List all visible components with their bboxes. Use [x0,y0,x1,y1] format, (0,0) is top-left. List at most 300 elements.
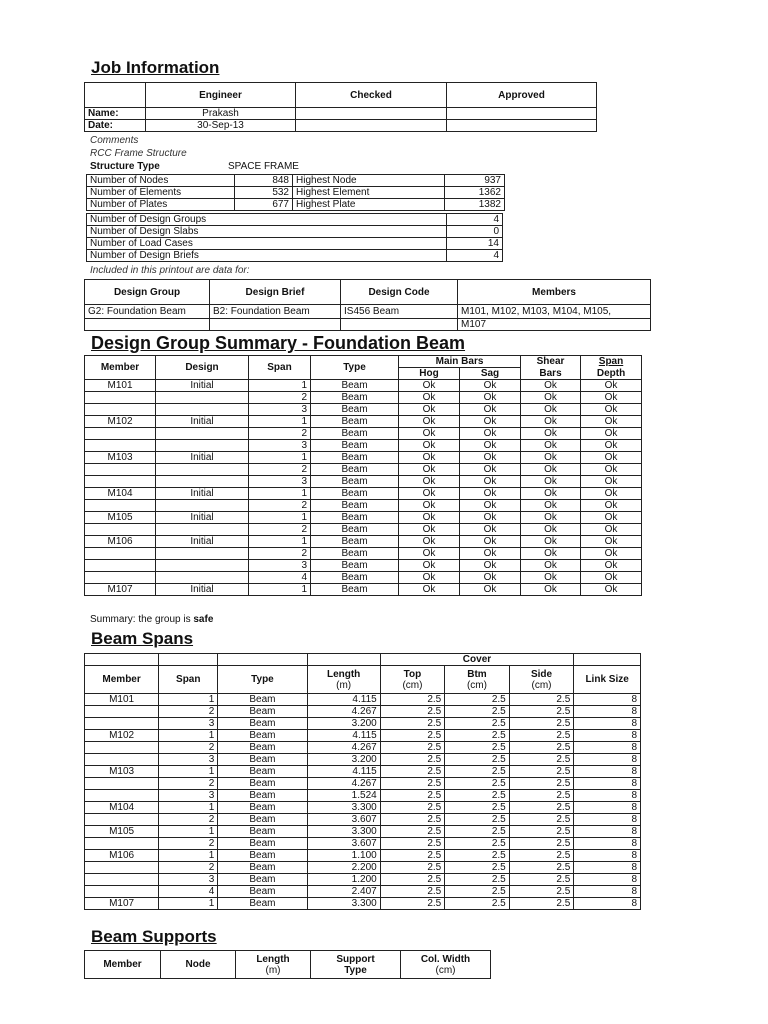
header-depth: Depth [581,368,642,380]
header-support-type [311,951,401,979]
span-cell: 8 [574,862,641,874]
span-cell: 2.5 [445,838,510,850]
span-cell: Beam [218,814,307,826]
header-members: Members [458,280,651,305]
summary-cell: Ok [399,560,460,572]
header-type: Type [311,356,399,380]
span-cell: 1.524 [307,790,380,802]
count-label2: Highest Node [293,175,445,187]
span-cell: 2.5 [445,862,510,874]
summary-cell: Ok [399,572,460,584]
summary-cell: Ok [581,428,642,440]
span-cell: 8 [574,754,641,766]
summary-cell: Ok [581,536,642,548]
design-code-value: IS456 Beam [341,305,458,319]
summary-cell: Ok [399,476,460,488]
summary-cell: M106 [85,536,156,548]
header-length [307,666,380,694]
summary-cell: Ok [460,380,521,392]
span-cell: M106 [85,850,159,862]
span-row [85,766,641,778]
summary-cell: Ok [399,536,460,548]
span-cell: 2 [159,706,218,718]
summary-cell [156,392,249,404]
count-label2: Highest Element [293,187,445,199]
summary-cell [85,404,156,416]
span-cell: Beam [218,766,307,778]
span-cell: 2.5 [509,718,574,730]
header-blank [574,654,641,666]
summary-cell: Ok [521,560,581,572]
header-design-group: Design Group [85,280,210,305]
count-value2: 937 [445,175,505,187]
span-cell: 3 [159,790,218,802]
span-cell: 8 [574,778,641,790]
summary-cell: Beam [311,548,399,560]
summary-cell: Ok [460,488,521,500]
summary-row [85,380,642,392]
summary-cell: Ok [521,452,581,464]
beam-supports-table [84,950,491,979]
count-value2: 1382 [445,199,505,211]
span-cell: 2.5 [509,802,574,814]
span-cell [85,778,159,790]
summary-cell [156,500,249,512]
span-cell: 2.5 [445,850,510,862]
summary-cell [156,464,249,476]
summary-cell: Ok [521,404,581,416]
span-cell: 2.5 [509,706,574,718]
span-cell: 2.5 [445,898,510,910]
span-row [85,898,641,910]
summary-cell: Beam [311,584,399,596]
summary-cell [85,392,156,404]
summary-cell: Ok [581,500,642,512]
summary-cell [85,476,156,488]
span-cell: 2.5 [380,874,445,886]
span-row [85,778,641,790]
header-link-size: Link Size [574,666,641,694]
span-cell: 2.5 [445,802,510,814]
structure-type-value: SPACE FRAME [228,161,299,172]
summary-cell: Beam [311,452,399,464]
span-cell: 2.5 [509,766,574,778]
name-label: Name: [85,108,146,120]
counts-singles-table [86,213,503,262]
summary-cell: Ok [399,524,460,536]
span-cell: M104 [85,802,159,814]
span-cell: Beam [218,850,307,862]
span-row [85,802,641,814]
summary-cell: Beam [311,560,399,572]
summary-cell: Ok [521,524,581,536]
summary-cell: Ok [460,536,521,548]
beam-supports-title: Beam Supports [91,927,217,946]
span-cell: 4.267 [307,778,380,790]
count-label: Number of Design Slabs [87,226,447,238]
summary-cell: Beam [311,500,399,512]
summary-cell: M105 [85,512,156,524]
header-sag: Sag [460,368,521,380]
summary-cell: M102 [85,416,156,428]
summary-cell: Ok [521,572,581,584]
span-cell: 2.5 [380,730,445,742]
count-label: Number of Design Groups [87,214,447,226]
span-cell: 1 [159,826,218,838]
summary-cell: Ok [460,512,521,524]
count-value: 677 [235,199,293,211]
span-cell: 8 [574,730,641,742]
engineer-date: 30-Sep-13 [146,120,296,132]
length-label: Length [326,668,361,680]
summary-cell: Ok [399,428,460,440]
members-value-line1: M101, M102, M103, M104, M105, [458,305,651,319]
summary-cell [85,560,156,572]
span-cell: Beam [218,862,307,874]
count-label: Number of Load Cases [87,238,447,250]
span-cell: 8 [574,766,641,778]
support-label: Support [336,953,375,965]
side-unit: (cm) [531,679,552,691]
summary-cell: 1 [249,452,311,464]
summary-row [85,404,642,416]
span-cell: Beam [218,838,307,850]
summary-cell: Initial [156,512,249,524]
summary-cell: Initial [156,452,249,464]
span-cell [85,838,159,850]
summary-cell: Ok [581,404,642,416]
summary-row [85,560,642,572]
design-brief-value: B2: Foundation Beam [210,305,341,319]
span-cell [85,790,159,802]
summary-cell: M101 [85,380,156,392]
summary-cell: Beam [311,536,399,548]
summary-table [84,355,642,596]
count-label: Number of Plates [87,199,235,211]
span-cell: 2.5 [445,706,510,718]
summary-cell: Ok [460,452,521,464]
span-row [85,718,641,730]
span-cell: 3.300 [307,898,380,910]
span-cell: 2.5 [509,694,574,706]
span-cell: M101 [85,694,159,706]
span-cell [85,862,159,874]
summary-row [85,428,642,440]
span-cell: 2.5 [445,754,510,766]
summary-cell: Ok [460,476,521,488]
count-label2: Highest Plate [293,199,445,211]
span-cell: Beam [218,898,307,910]
span-cell: 3.200 [307,754,380,766]
summary-cell: Beam [311,476,399,488]
span-row [85,742,641,754]
summary-cell: Initial [156,416,249,428]
summary-row [85,488,642,500]
header-span-depth: Span [581,356,642,368]
comments-label: Comments [90,135,139,146]
summary-row [85,452,642,464]
summary-cell [85,548,156,560]
summary-cell: Ok [399,392,460,404]
summary-cell: 2 [249,524,311,536]
header-hog: Hog [399,368,460,380]
span-row [85,694,641,706]
summary-cell: Beam [311,572,399,584]
header-blank [159,654,218,666]
header-approved: Approved [447,83,597,108]
span-cell: 1 [159,850,218,862]
summary-cell: 3 [249,404,311,416]
header-side [509,666,574,694]
span-cell: 3.607 [307,814,380,826]
summary-cell: Ok [399,584,460,596]
job-info-table [84,82,597,132]
span-cell: 2.5 [445,766,510,778]
span-cell: Beam [218,730,307,742]
summary-cell: 2 [249,548,311,560]
summary-cell: Ok [399,488,460,500]
summary-cell [156,524,249,536]
span-cell: 2.5 [445,826,510,838]
span-cell: 1 [159,730,218,742]
design-group-value: G2: Foundation Beam [85,305,210,319]
count-row [87,199,505,211]
span-cell: 8 [574,898,641,910]
summary-cell: Ok [581,524,642,536]
span-cell: 4.115 [307,694,380,706]
span-row [85,790,641,802]
span-cell: 2.5 [380,838,445,850]
header-type: Type [218,666,307,694]
summary-cell: Ok [460,560,521,572]
summary-cell: Ok [521,416,581,428]
summary-cell: Ok [460,428,521,440]
span-cell: 2.5 [509,754,574,766]
summary-cell: Ok [521,380,581,392]
summary-cell [156,560,249,572]
beam-spans-title: Beam Spans [91,629,194,648]
summary-row [85,440,642,452]
span-cell: 4.267 [307,742,380,754]
span-cell: 2 [159,862,218,874]
span-cell: 4.115 [307,766,380,778]
summary-cell: Beam [311,404,399,416]
span-cell: 2.5 [380,826,445,838]
summary-cell: M107 [85,584,156,596]
span-cell: 2.5 [509,850,574,862]
included-note: Included in this printout are data for: [90,265,250,276]
span-cell: Beam [218,802,307,814]
summary-cell: 3 [249,476,311,488]
summary-cell: Ok [521,476,581,488]
summary-cell [85,464,156,476]
engineer-name: Prakash [146,108,296,120]
header-design: Design [156,356,249,380]
length-unit: (m) [336,679,352,691]
span-cell: 2.5 [380,898,445,910]
count-row [87,226,503,238]
summary-cell [85,500,156,512]
span-cell: 3.200 [307,718,380,730]
span-row [85,850,641,862]
summary-cell: Ok [399,440,460,452]
count-row [87,214,503,226]
span-row [85,706,641,718]
summary-cell: Beam [311,524,399,536]
count-label: Number of Nodes [87,175,235,187]
summary-row [85,500,642,512]
span-row [85,886,641,898]
span-cell: 2.5 [380,850,445,862]
summary-cell: Ok [581,584,642,596]
span-cell: 2.5 [445,742,510,754]
span-cell: Beam [218,718,307,730]
span-cell: 2.5 [445,814,510,826]
summary-title: Design Group Summary - Foundation Beam [91,333,466,353]
summary-cell [156,440,249,452]
span-cell: 2.5 [445,790,510,802]
summary-result [90,614,213,625]
comments-text: RCC Frame Structure [90,148,187,159]
span-cell: 2.5 [509,730,574,742]
summary-cell: Beam [311,416,399,428]
header-member: Member [85,951,161,979]
span-cell: 2.5 [380,766,445,778]
span-row [85,754,641,766]
span-cell: 1.100 [307,850,380,862]
summary-cell: 3 [249,560,311,572]
span-cell: 2.5 [509,886,574,898]
count-label: Number of Design Briefs [87,250,447,262]
length-unit: (m) [265,964,281,976]
span-cell: Beam [218,874,307,886]
summary-cell [85,428,156,440]
span-cell: 2.5 [509,898,574,910]
span-cell: 2.5 [445,718,510,730]
span-cell: 2.5 [445,778,510,790]
span-cell: 2.5 [445,730,510,742]
span-cell: 2.407 [307,886,380,898]
span-cell: 8 [574,706,641,718]
span-cell: 8 [574,826,641,838]
span-cell: 2.5 [509,814,574,826]
span-row [85,730,641,742]
span-cell: 1 [159,694,218,706]
summary-cell: M104 [85,488,156,500]
header-blank [85,654,159,666]
span-cell: 8 [574,802,641,814]
summary-row [85,464,642,476]
span-cell [85,718,159,730]
summary-row [85,536,642,548]
summary-row [85,416,642,428]
summary-cell: Ok [581,572,642,584]
summary-cell: Ok [581,452,642,464]
summary-result-value: safe [193,614,214,625]
summary-cell: 1 [249,536,311,548]
summary-cell: 2 [249,464,311,476]
count-row [87,187,505,199]
header-engineer: Engineer [146,83,296,108]
job-info-title: Job Information [91,58,220,77]
span-cell [85,706,159,718]
btm-unit: (cm) [466,679,487,691]
span-cell [85,814,159,826]
summary-cell: 1 [249,584,311,596]
span-cell: 2.5 [509,778,574,790]
span-cell: M102 [85,730,159,742]
summary-cell: Beam [311,440,399,452]
count-label: Number of Elements [87,187,235,199]
summary-cell: Ok [581,440,642,452]
summary-cell: M103 [85,452,156,464]
span-cell: 2.5 [380,754,445,766]
header-top [380,666,445,694]
header-col-width [401,951,491,979]
summary-cell: Ok [521,428,581,440]
summary-cell: Ok [460,548,521,560]
summary-cell: Ok [399,452,460,464]
span-cell: 2.5 [445,886,510,898]
job-info-header-blank [85,83,146,108]
checked-name [296,108,447,120]
span-cell: 8 [574,850,641,862]
summary-cell: Initial [156,380,249,392]
approved-name [447,108,597,120]
span-cell: 3 [159,874,218,886]
summary-row [85,476,642,488]
summary-cell: Initial [156,536,249,548]
span-cell: Beam [218,742,307,754]
span-cell [85,742,159,754]
summary-cell: 1 [249,512,311,524]
summary-cell [85,524,156,536]
summary-cell: 2 [249,392,311,404]
header-blank [307,654,380,666]
summary-cell: Ok [521,512,581,524]
span-cell: 2.5 [509,790,574,802]
summary-cell: Ok [399,500,460,512]
header-member: Member [85,356,156,380]
summary-cell [156,548,249,560]
span-cell: Beam [218,826,307,838]
summary-cell: Beam [311,464,399,476]
summary-cell: Ok [581,392,642,404]
summary-cell [85,572,156,584]
span-cell: 8 [574,718,641,730]
summary-cell: Ok [581,488,642,500]
span-cell: 2.5 [380,790,445,802]
header-btm [445,666,510,694]
summary-cell: Ok [399,548,460,560]
span-cell: 2.5 [445,694,510,706]
header-design-code: Design Code [341,280,458,305]
count-value: 848 [235,175,293,187]
span-cell: 8 [574,694,641,706]
span-cell: M103 [85,766,159,778]
top-unit: (cm) [402,679,423,691]
summary-cell [85,440,156,452]
span-cell: 8 [574,886,641,898]
summary-cell: Ok [399,404,460,416]
summary-row [85,548,642,560]
header-main-bars: Main Bars [399,356,521,368]
summary-cell: Ok [521,464,581,476]
count-value: 0 [447,226,503,238]
header-cover: Cover [380,654,574,666]
summary-cell: Ok [460,440,521,452]
span-cell: 3 [159,718,218,730]
